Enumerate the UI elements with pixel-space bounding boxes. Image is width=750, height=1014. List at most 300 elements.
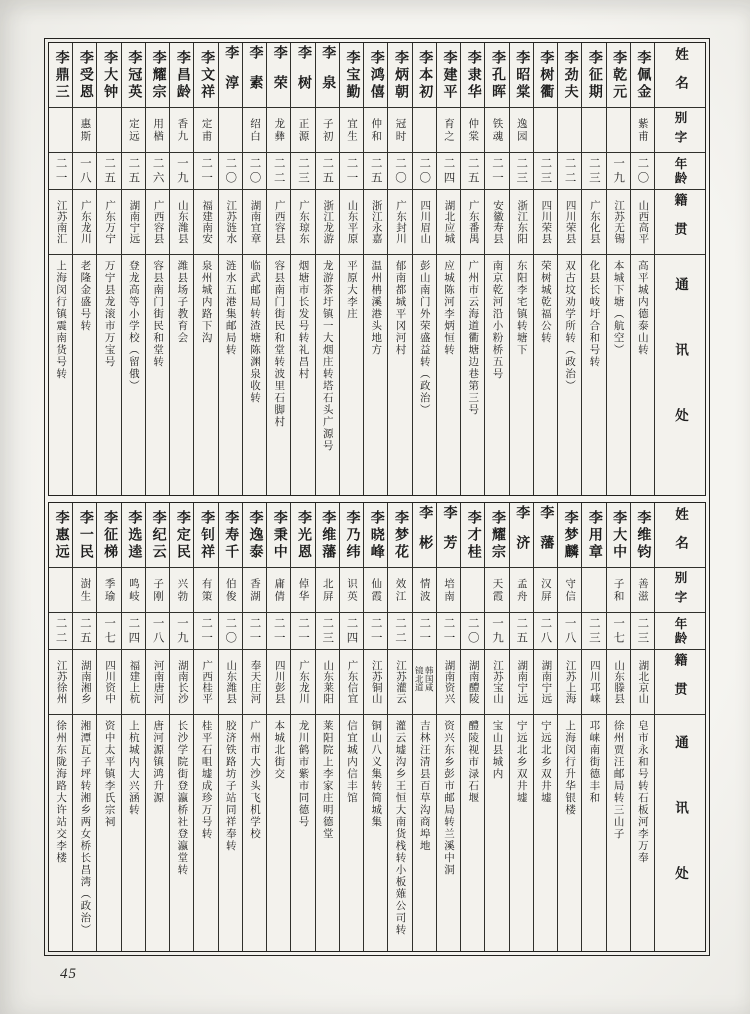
entry-contact-cell <box>340 715 363 951</box>
entry-contact-cell <box>219 715 242 951</box>
entry-age-cell <box>340 613 363 649</box>
entry-contact: 荣树城乾福公转 <box>539 260 551 344</box>
entry-name: 李芳 <box>441 505 457 565</box>
entry-origin-cell <box>340 650 363 714</box>
entry-age-cell <box>97 613 120 649</box>
entry-name-cell <box>291 43 314 107</box>
entry-age-cell <box>49 153 72 189</box>
entry-contact-cell <box>267 255 290 495</box>
entry-origin: 山东潍县 <box>176 200 188 244</box>
entry-name: 李寿千 <box>223 509 239 561</box>
entry-courtesy-cell <box>243 568 266 612</box>
entry-courtesy: 龙彝 <box>273 117 285 143</box>
entry-courtesy: 正源 <box>297 117 309 143</box>
entry-age-cell <box>534 613 557 649</box>
entry-age-cell <box>291 613 314 649</box>
entry-contact: 莱阳院上李家庄明德堂 <box>321 720 333 840</box>
entry-courtesy-cell <box>364 568 387 612</box>
entry-name-cell <box>219 43 242 107</box>
entry-name: 李选逵 <box>126 509 142 561</box>
entry-name-cell <box>49 503 72 567</box>
entry-name: 李文祥 <box>199 49 215 101</box>
entry-age-cell <box>631 153 654 189</box>
entry-name: 李逸泰 <box>247 509 263 561</box>
entry-contact-cell <box>413 255 436 495</box>
entry-contact: 资中太平镇李氏宗祠 <box>103 720 115 828</box>
entry-origin: 四川眉山 <box>419 200 431 244</box>
entry-courtesy: 用楢 <box>152 117 164 143</box>
entry-age: 二一 <box>345 156 358 186</box>
entry-age-cell <box>607 613 630 649</box>
entry-origin-cell <box>631 650 654 714</box>
entry-contact: 宝山县城内 <box>491 720 503 780</box>
entry-origin-cell <box>291 650 314 714</box>
entry-contact-cell <box>49 255 72 495</box>
entry-age-cell <box>194 613 217 649</box>
entry-contact-cell <box>170 255 193 495</box>
entry-contact-cell <box>122 715 145 951</box>
entry-courtesy: 汉屏 <box>539 577 551 603</box>
entry-courtesy-cell <box>340 568 363 612</box>
entry-age-cell <box>485 153 508 189</box>
entry-name-cell <box>267 503 290 567</box>
entry-age: 二〇 <box>393 156 406 186</box>
entry-contact: 徐州东陇海路大许站交李楼 <box>55 720 67 864</box>
entry-origin: 韩国咸镜北道 <box>414 666 435 692</box>
entry-origin: 江苏无锡 <box>613 200 625 244</box>
column-header-name-cell <box>655 43 705 107</box>
entry-contact: 徐州贾汪邮局转三山子 <box>612 720 624 840</box>
column-header-age: 年龄 <box>673 616 687 646</box>
entry-age: 二五 <box>78 616 91 646</box>
column-header-origin-cell <box>655 650 705 714</box>
entry-contact: 郁南都城平冈河村 <box>394 260 406 356</box>
entry-contact: 桂平石咀墟成珍万号转 <box>200 720 212 840</box>
entry-origin: 广东番禺 <box>467 200 479 244</box>
entry-name-cell <box>170 503 193 567</box>
entry-age: 一七 <box>612 616 625 646</box>
entry-courtesy: 识英 <box>346 577 357 603</box>
entry-name: 李淳 <box>223 45 239 105</box>
entry-origin: 江苏涟水 <box>225 200 237 244</box>
entry-courtesy-cell <box>558 108 581 152</box>
entry-courtesy-cell <box>73 568 96 612</box>
entry-age: 二四 <box>345 616 358 646</box>
entry-contact: 本城下塘（航空） <box>612 260 624 356</box>
table-section-bottom <box>48 502 706 952</box>
entry-name: 李佩金 <box>635 49 651 101</box>
entry-name: 李一民 <box>77 509 93 561</box>
entry-origin-cell <box>316 650 339 714</box>
entry-origin-cell <box>607 190 630 254</box>
entry-name: 李宝勤 <box>344 49 360 101</box>
entry-contact: 应城陈河李炳恒转 <box>442 260 454 356</box>
entry-age: 一八 <box>78 156 91 186</box>
entry-name: 李梦麟 <box>562 509 578 561</box>
entry-courtesy: 庸倩 <box>273 577 285 603</box>
entry-origin-cell <box>510 190 533 254</box>
entry-age-cell <box>413 613 436 649</box>
entry-courtesy: 育之 <box>442 117 454 143</box>
entry-age: 二三 <box>587 156 600 186</box>
entry-contact-cell <box>437 715 460 951</box>
entry-courtesy: 仲棠 <box>467 117 479 143</box>
column-header-contact: 通讯处 <box>673 734 688 932</box>
entry-name-cell <box>243 43 266 107</box>
column-header-courtesy: 别字 <box>673 110 687 150</box>
column-header-courtesy: 别字 <box>673 570 687 610</box>
entry-origin-cell <box>219 650 242 714</box>
column-header-contact-cell <box>655 255 705 495</box>
entry-contact: 龙川鹤市紫市同德号 <box>297 720 309 828</box>
directory-table <box>44 38 710 956</box>
entry-age: 二〇 <box>636 156 649 186</box>
entry-name-cell <box>316 503 339 567</box>
entry-name: 李晓峰 <box>368 509 384 561</box>
entry-age: 二一 <box>442 616 455 646</box>
entry-origin: 湖南资兴 <box>443 660 455 704</box>
entry-contact: 平原大李庄 <box>346 260 357 320</box>
entry-name: 李济 <box>514 505 530 565</box>
entry-contact: 上杭城内大兴涵转 <box>127 720 139 816</box>
entry-origin-cell <box>388 650 411 714</box>
entry-age-cell <box>461 613 484 649</box>
entry-courtesy: 鸣岐 <box>127 577 139 603</box>
entry-name-cell <box>607 503 630 567</box>
entry-name-cell <box>73 503 96 567</box>
entry-age-cell <box>437 153 460 189</box>
entry-name-cell <box>558 503 581 567</box>
entry-courtesy-cell <box>219 108 242 152</box>
entry-courtesy-cell <box>122 568 145 612</box>
entry-age-cell <box>340 153 363 189</box>
entry-origin-cell <box>413 650 436 714</box>
entry-age: 二〇 <box>248 156 261 186</box>
entry-age-cell <box>267 613 290 649</box>
entry-age: 二一 <box>490 156 503 186</box>
entry-courtesy: 定远 <box>127 117 139 143</box>
entry-origin-cell <box>388 190 411 254</box>
entry-origin: 广东琼东 <box>298 200 310 244</box>
entry-origin: 湖北京山 <box>637 660 649 704</box>
entry-courtesy-cell <box>291 568 314 612</box>
entry-name: 李建平 <box>441 49 457 101</box>
entry-courtesy-cell <box>534 108 557 152</box>
entry-courtesy: 伯俊 <box>224 577 236 603</box>
entry-name-cell <box>461 503 484 567</box>
entry-contact: 容县南门街民和堂转波里石脚村 <box>273 260 285 428</box>
entry-origin: 湖南湘乡 <box>79 660 91 704</box>
entry-name-cell <box>122 43 145 107</box>
entry-name: 李乃纬 <box>344 509 360 561</box>
entry-courtesy: 北屏 <box>321 577 333 603</box>
entry-origin: 福建上杭 <box>128 660 140 704</box>
entry-contact-cell <box>194 715 217 951</box>
entry-contact-cell <box>364 255 387 495</box>
entry-name: 李鼎三 <box>53 49 69 101</box>
entry-courtesy: 情波 <box>418 577 430 603</box>
entry-origin: 湖南醴陵 <box>467 660 479 704</box>
entry-name-cell <box>291 503 314 567</box>
entry-origin-cell <box>340 190 363 254</box>
entry-contact: 宁远北乡双井墟 <box>539 720 551 804</box>
entry-contact: 醴陵视市渌石堰 <box>467 720 479 804</box>
column-header-age-cell <box>655 613 705 649</box>
entry-age: 二三 <box>636 616 649 646</box>
entry-age-cell <box>485 613 508 649</box>
entry-origin: 江苏铜山 <box>370 660 382 704</box>
entry-age: 一九 <box>175 616 188 646</box>
entry-courtesy-cell <box>631 108 654 152</box>
entry-name-cell <box>73 43 96 107</box>
entry-courtesy: 仲和 <box>370 117 382 143</box>
entry-courtesy-cell <box>316 568 339 612</box>
entry-contact: 铜山八义集转简城集 <box>370 720 382 828</box>
entry-name-cell <box>607 43 630 107</box>
entry-courtesy-cell <box>413 568 436 612</box>
entry-contact: 南京乾河沿小粉桥五号 <box>491 260 503 380</box>
entry-contact-cell <box>340 255 363 495</box>
entry-name-cell <box>340 43 363 107</box>
entry-origin-cell <box>49 650 72 714</box>
entry-courtesy-cell <box>340 108 363 152</box>
entry-contact: 灌云墟沟乡王恒大南货栈转小板薙公司转 <box>394 720 406 936</box>
entry-origin: 湖南宁远 <box>540 660 552 704</box>
entry-contact-cell <box>146 715 169 951</box>
column-header-origin: 籍贯 <box>672 193 688 251</box>
entry-name: 李隶华 <box>465 49 481 101</box>
entry-courtesy-cell <box>49 568 72 612</box>
entry-contact-cell <box>461 255 484 495</box>
entry-age: 二一 <box>248 616 261 646</box>
entry-origin: 江苏南汇 <box>55 200 67 244</box>
entry-name-cell <box>534 43 557 107</box>
entry-courtesy-cell <box>510 108 533 152</box>
entry-courtesy-cell <box>607 108 630 152</box>
entry-courtesy: 守信 <box>564 577 576 603</box>
entry-courtesy-cell <box>388 108 411 152</box>
entry-name: 李冠英 <box>126 49 142 101</box>
entry-origin: 湖南宁远 <box>516 660 528 704</box>
entry-age: 一九 <box>490 616 503 646</box>
entry-name-cell <box>510 43 533 107</box>
entry-age-cell <box>170 153 193 189</box>
entry-name: 李本初 <box>417 49 433 101</box>
column-header-courtesy-cell <box>655 568 705 612</box>
entry-courtesy: 季瑜 <box>103 577 115 603</box>
entry-contact: 彭山南门外荣盛益转（政治） <box>418 260 430 416</box>
entry-origin: 广东化县 <box>588 200 600 244</box>
entry-age-cell <box>510 613 533 649</box>
entry-origin-cell <box>49 190 72 254</box>
entry-courtesy-cell <box>73 108 96 152</box>
entry-name: 李藩 <box>538 505 554 565</box>
entry-contact-cell <box>534 255 557 495</box>
entry-origin: 四川资中 <box>104 660 116 704</box>
entry-name: 李征期 <box>586 49 602 101</box>
entry-age-cell <box>364 613 387 649</box>
entry-origin-cell <box>534 650 557 714</box>
column-header-name: 姓名 <box>673 46 688 104</box>
entry-courtesy: 逸园 <box>515 117 527 143</box>
entry-courtesy: 绍白 <box>249 117 261 143</box>
entry-name-cell <box>534 503 557 567</box>
entry-age: 二一 <box>272 616 285 646</box>
entry-origin: 山东潍县 <box>225 660 237 704</box>
entry-courtesy: 子初 <box>321 117 333 143</box>
entry-courtesy-cell <box>146 108 169 152</box>
entry-contact-cell <box>437 255 460 495</box>
entry-name-cell <box>388 503 411 567</box>
section-grid <box>49 43 705 495</box>
entry-origin: 湖南长沙 <box>176 660 188 704</box>
entry-origin-cell <box>413 190 436 254</box>
entry-courtesy-cell <box>461 108 484 152</box>
entry-age-cell <box>243 153 266 189</box>
entry-contact-cell <box>243 255 266 495</box>
entry-name: 李彬 <box>417 505 433 565</box>
entry-age: 二一 <box>297 616 310 646</box>
entry-contact-cell <box>364 715 387 951</box>
column-header-origin: 籍贯 <box>672 653 688 711</box>
entry-name: 李树衢 <box>538 49 554 101</box>
entry-origin: 山东莱阳 <box>322 660 334 704</box>
entry-origin: 湖南宜章 <box>249 200 261 244</box>
entry-contact: 胶济铁路坊子站同祥奉转 <box>224 720 236 852</box>
entry-contact-cell <box>631 255 654 495</box>
entry-origin-cell <box>316 190 339 254</box>
entry-age-cell <box>316 613 339 649</box>
entry-age: 二三 <box>587 616 600 646</box>
entry-origin: 山东滕县 <box>613 660 625 704</box>
entry-origin-cell <box>364 190 387 254</box>
entry-contact-cell <box>607 715 630 951</box>
entry-name: 李光恩 <box>296 509 312 561</box>
entry-origin-cell <box>364 650 387 714</box>
entry-origin: 广西容县 <box>273 200 285 244</box>
entry-name-cell <box>582 43 605 107</box>
entry-courtesy-cell <box>510 568 533 612</box>
entry-name-cell <box>485 503 508 567</box>
entry-name-cell <box>97 503 120 567</box>
entry-contact: 双古坟劝学所转（政治） <box>564 260 576 392</box>
entry-age-cell <box>194 153 217 189</box>
entry-name-cell <box>631 43 654 107</box>
column-header-name-cell <box>655 503 705 567</box>
entry-age: 二四 <box>127 616 140 646</box>
entry-contact-cell <box>291 255 314 495</box>
page-number: 45 <box>60 966 77 982</box>
entry-courtesy-cell <box>364 108 387 152</box>
entry-courtesy-cell <box>170 108 193 152</box>
entry-courtesy-cell <box>267 108 290 152</box>
entry-origin: 四川邛崃 <box>588 660 600 704</box>
entry-age-cell <box>388 153 411 189</box>
entry-name-cell <box>340 503 363 567</box>
entry-courtesy-cell <box>558 568 581 612</box>
entry-age: 二三 <box>321 616 334 646</box>
entry-origin-cell <box>437 650 460 714</box>
entry-name: 李惠远 <box>53 509 69 561</box>
entry-courtesy-cell <box>219 568 242 612</box>
entry-courtesy-cell <box>170 568 193 612</box>
entry-age-cell <box>510 153 533 189</box>
entry-contact: 资兴东乡彭市邮局转兰溪中洞 <box>442 720 454 876</box>
entry-name-cell <box>582 503 605 567</box>
entry-name: 李泉 <box>320 45 336 105</box>
entry-origin-cell <box>146 650 169 714</box>
entry-contact-cell <box>243 715 266 951</box>
entry-age: 一九 <box>612 156 625 186</box>
entry-name-cell <box>364 503 387 567</box>
entry-contact-cell <box>510 715 533 951</box>
entry-origin-cell <box>122 650 145 714</box>
entry-courtesy-cell <box>582 568 605 612</box>
entry-name: 李耀宗 <box>150 49 166 101</box>
entry-contact: 上海闵行镇震南货号转 <box>55 260 67 380</box>
entry-contact-cell <box>194 255 217 495</box>
entry-name: 李树 <box>296 45 312 105</box>
entry-name-cell <box>413 503 436 567</box>
entry-age: 二二 <box>393 616 406 646</box>
entry-contact-cell <box>582 255 605 495</box>
entry-age-cell <box>582 153 605 189</box>
entry-courtesy-cell <box>607 568 630 612</box>
entry-age-cell <box>122 153 145 189</box>
entry-name-cell <box>461 43 484 107</box>
entry-name: 李素 <box>247 45 263 105</box>
entry-courtesy: 孟舟 <box>515 577 527 603</box>
entry-contact-cell <box>413 715 436 951</box>
entry-origin-cell <box>146 190 169 254</box>
entry-origin: 四川荣县 <box>540 200 552 244</box>
entry-courtesy-cell <box>194 568 217 612</box>
entry-name: 李昌龄 <box>174 49 190 101</box>
entry-contact: 广州市大沙头飞机学校 <box>249 720 261 840</box>
entry-name-cell <box>97 43 120 107</box>
entry-contact: 皂市永和号转石板河李万奉 <box>636 720 648 864</box>
entry-name-cell <box>437 503 460 567</box>
entry-contact-cell <box>607 255 630 495</box>
entry-name-cell <box>388 43 411 107</box>
entry-age: 二二 <box>563 156 576 186</box>
entry-courtesy-cell <box>243 108 266 152</box>
entry-origin-cell <box>558 190 581 254</box>
entry-origin-cell <box>97 190 120 254</box>
entry-age: 一八 <box>563 616 576 646</box>
entry-origin-cell <box>243 190 266 254</box>
entry-age: 二八 <box>539 616 552 646</box>
entry-origin: 山东平原 <box>346 200 358 244</box>
entry-age-cell <box>291 153 314 189</box>
entry-courtesy-cell <box>316 108 339 152</box>
entry-origin-cell <box>582 650 605 714</box>
entry-origin-cell <box>73 650 96 714</box>
entry-age-cell <box>49 613 72 649</box>
entry-age-cell <box>607 153 630 189</box>
entry-contact-cell <box>388 715 411 951</box>
entry-origin-cell <box>510 650 533 714</box>
entry-contact: 泉州城内路下沟 <box>200 260 212 344</box>
entry-origin: 广东龙川 <box>298 660 310 704</box>
entry-name: 李受恩 <box>77 49 93 101</box>
entry-contact-cell <box>97 255 120 495</box>
entry-courtesy-cell <box>485 568 508 612</box>
entry-contact-cell <box>170 715 193 951</box>
entry-contact: 宁远北乡双井墟 <box>515 720 527 804</box>
entry-age: 二〇 <box>466 616 479 646</box>
entry-contact-cell <box>267 715 290 951</box>
